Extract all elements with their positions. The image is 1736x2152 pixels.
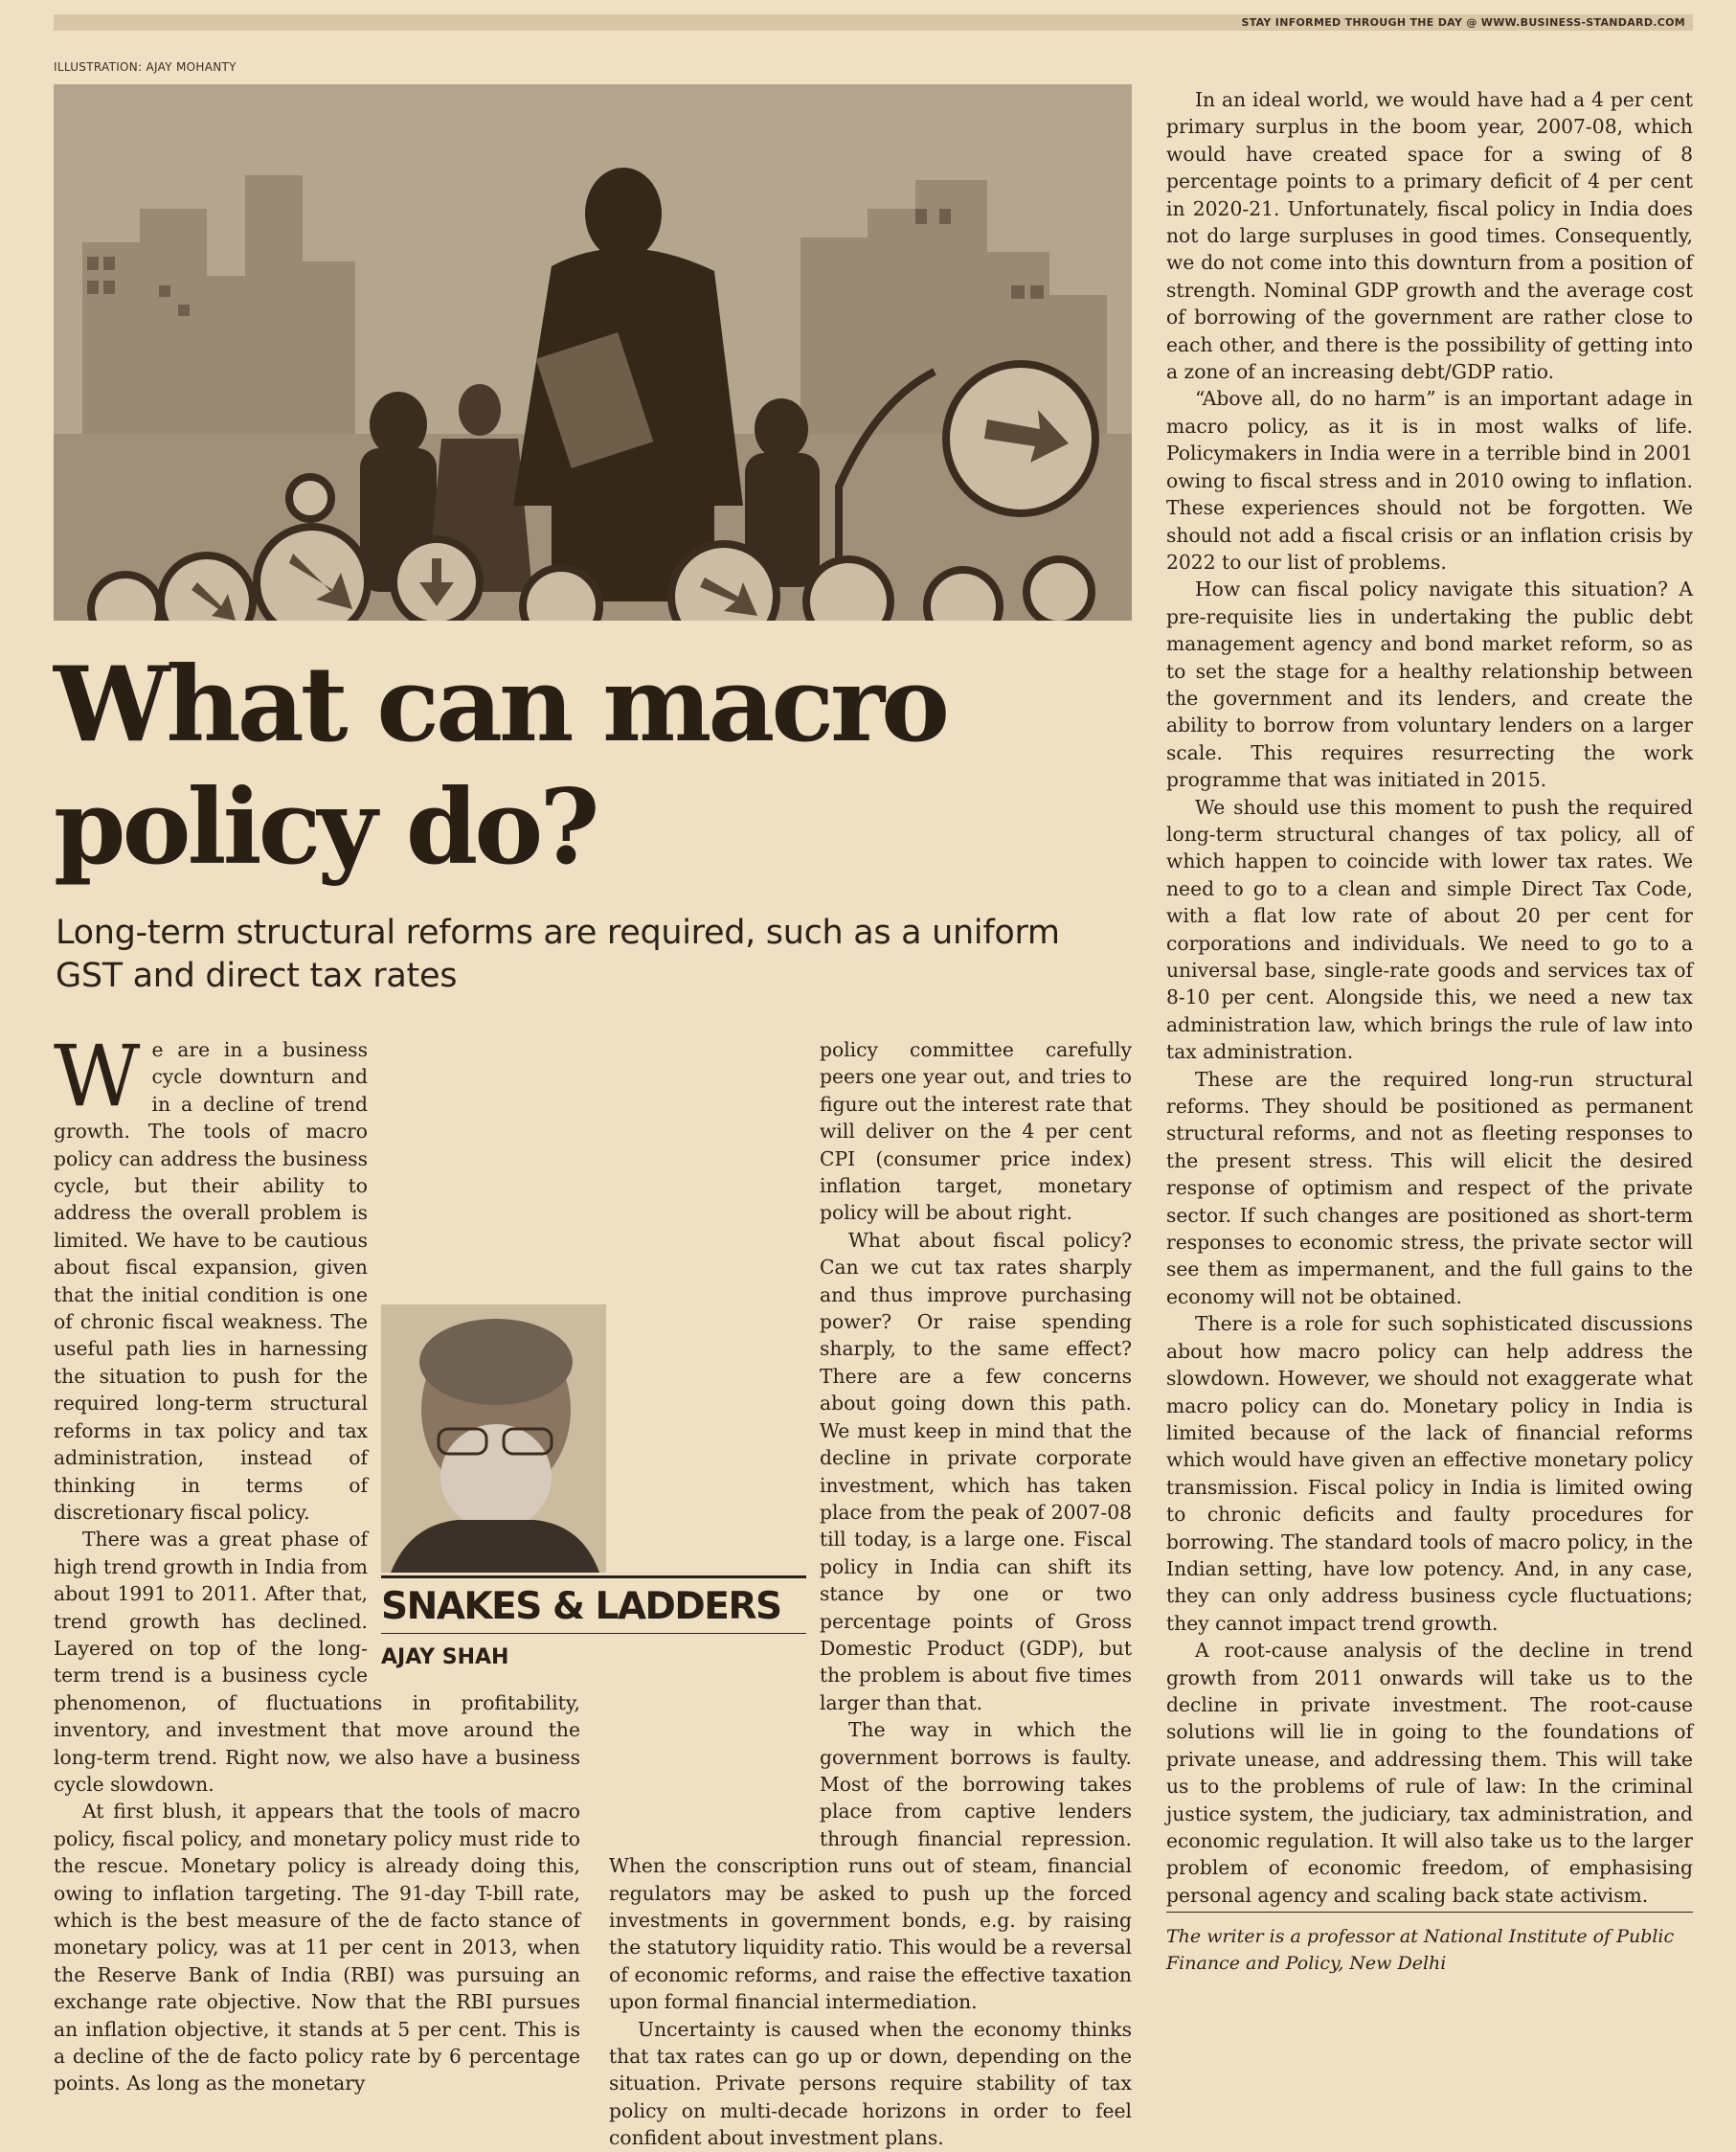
paragraph: There was a great phase of high trend growth in India from about 1991 to 2011. After that, trend growth has declined. Layered on top of the long-term trend is a business cycle phenomenon, of fluctuations in profitability, inventory, and investment that move around the long-term trend. Right now, we also have a business cycle slowdown. xyxy=(54,1528,580,1796)
paragraph-text: e are in a business cycle downturn and in a decline of trend growth. The tools of macro policy can address the business cycle, but their ability to address the overall problem is limited. We have to be cautious about fiscal expansion, given that the initial condition is one of chronic fiscal weakness. The useful path lies in harnessing the situation to push for the required long-term structural reforms in tax policy and tax administration, instead of thinking in terms of discretionary fiscal policy. xyxy=(54,1038,368,1524)
paragraph: How can fiscal policy navigate this situation? A pre-requisite lies in undertaking the public debt management agency and bond market reform, so as to set the stage for a healthy relationship between the government and its lenders, and create the ability to borrow from voluntary lenders on a larger scale. This requires resurrecting the work programme that was initiated in 2015. xyxy=(1166,578,1693,792)
author-name: AJAY SHAH xyxy=(381,1645,509,1669)
headline: What can macro policy do? xyxy=(54,645,947,888)
paragraph: In an ideal world, we would have had a 4 per cent primary surplus in the boom year, 2007-08, which would have created space for a swing of 8 percentage points to a primary deficit of 4 per cent in 2020-21. Unfortunately, fiscal policy in India does not do large surpluses in good times. Consequently, we do not come into this downturn from a position of strength. Nominal GDP growth and the average cost of borrowing of the government are rather close to each other, and there is the possibility of getting into a zone of an increasing debt/GDP ratio. xyxy=(1166,88,1693,384)
author-bio: The writer is a professor at National Institute of Public Finance and Policy, New Delhi xyxy=(1166,1926,1675,1974)
portrait-wrap-space xyxy=(609,1176,820,1827)
bio-divider xyxy=(1166,1912,1693,1913)
dropcap: W xyxy=(54,1027,141,1125)
paragraph: We should use this moment to push the required long-term structural changes of tax policy, all of which happen to coincide with lower tax rates. We need to go to a clean and simple Direct Tax Code, with a flat low rate of about 20 per cent for corporations and individuals. We need to go to a universal base, single-rate goods and services tax of 8-10 per cent. Alongside this, we need a new tax administration law, which brings the rule of law into tax administration. xyxy=(1166,795,1693,1064)
paragraph: There is a role for such sophisticated discussions about how macro policy can help address the slowdown. However, we should not exaggerate what macro policy can do. Monetary policy in India is limited because of the lack of financial reforms which would have given an effective monetary policy transmission. Fiscal policy in India is limited owing to chronic deficits and faulty procedures for borrowing. The standard tools of macro policy, in the Indian setting, have low potency. And, in any case, they can only address business cycle fluctuations; they cannot impact trend growth. xyxy=(1166,1312,1693,1635)
article-column-3 xyxy=(1166,86,1693,1909)
column-title-rule xyxy=(381,1575,806,1578)
illustration-credit: ILLUSTRATION: AJAY MOHANTY xyxy=(54,60,237,74)
paragraph: What about fiscal policy? Can we cut tax rates sharply and thus improve purchasing power? Or raise spending sharply, to the same effect? There are a few concerns about going down this path. We must keep in mind that the decline in private corporate investment, which has taken place from the peak of 2007-08 till today, is a large one. Fiscal policy in India can shift its stance by one or two percentage points of Gross Domestic Product (GDP), but the problem is about five times larger than that. xyxy=(820,1228,1132,1714)
top-banner xyxy=(54,14,1693,31)
column-title-underline xyxy=(381,1633,806,1634)
paragraph: At first blush, it appears that the tools of macro policy, fiscal policy, and monetary policy must ride to the rescue. Monetary policy is already doing this, owing to inflation targeting. The 91-day T-bill rate, which is the best measure of the de facto stance of monetary policy, was at 11 per cent in 2013, when the Reserve Bank of India (RBI) was pursuing an exchange rate objective. Now that the RBI pursues an inflation objective, it stands at 5 per cent. This is a decline of the de facto policy rate by 6 percentage points. As long as the monetary xyxy=(54,1800,580,2095)
article-illustration xyxy=(54,84,1132,621)
paragraph: A root-cause analysis of the decline in trend growth from 2011 onwards will take us to the decline in private investment. The root-cause solutions will lie in going to the foundations of private unease, and addressing them. This will take us to the problems of rule of law: In the criminal justice system, the judiciary, tax administration, and economic regulation. It will also take us to the larger problem of economic freedom, of emphasising personal agency and scaling back state activism. xyxy=(1166,1639,1693,1907)
paragraph: “Above all, do no harm” is an important adage in macro policy, as it is in most walks of life. Policymakers in India were in a terrible bind in 2001 owing to fiscal stress and in 2010 owing to inflation. These experiences should not be forgotten. We should not add a fiscal crisis or an inflation crisis by 2022 to our list of problems. xyxy=(1166,387,1693,574)
illustration-art xyxy=(54,84,1132,621)
paragraph: Uncertainty is caused when the economy thinks that tax rates can go up or down, depending on the situation. Private persons require stability of tax policy on multi-decade horizons in order to feel confident about investment plans. xyxy=(609,2017,1132,2150)
subheadline: Long-term structural reforms are required, such as a uniform GST and direct tax rates xyxy=(56,914,1060,995)
paragraph: The way in which the government borrows is faulty. Most of the borrowing takes place from captive lenders through financial repression. When the conscription runs out of steam, financial regulators may be asked to push up the forced investments in government bonds, e.g. by raising the statutory liquidity ratio. This would be a reversal of economic reforms, and raise the effective taxation upon formal financial intermediation. xyxy=(609,1718,1132,2014)
author-portrait xyxy=(381,1304,606,1573)
paragraph: policy committee carefully peers one year out, and tries to figure out the interest rate that will deliver on the 4 per cent CPI (consumer price index) inflation target, monetary policy will be about right. xyxy=(820,1038,1132,1225)
column-title: SNAKES & LADDERS xyxy=(381,1585,781,1628)
paragraph: These are the required long-run structural reforms. They should be positioned as permanent structural reforms, and not as fleeting responses to the present stress. This will elicit the desired response of optimism and respect of the private sector. If such changes are positioned as short-term responses to economic stress, the private sector will see them as impermanent, and the full gains to the economy will not be obtained. xyxy=(1166,1067,1693,1308)
portrait-photo xyxy=(381,1304,606,1573)
site-tagline: STAY INFORMED THROUGH THE DAY @ WWW.BUSINESS-STANDARD.COM xyxy=(1241,16,1685,29)
